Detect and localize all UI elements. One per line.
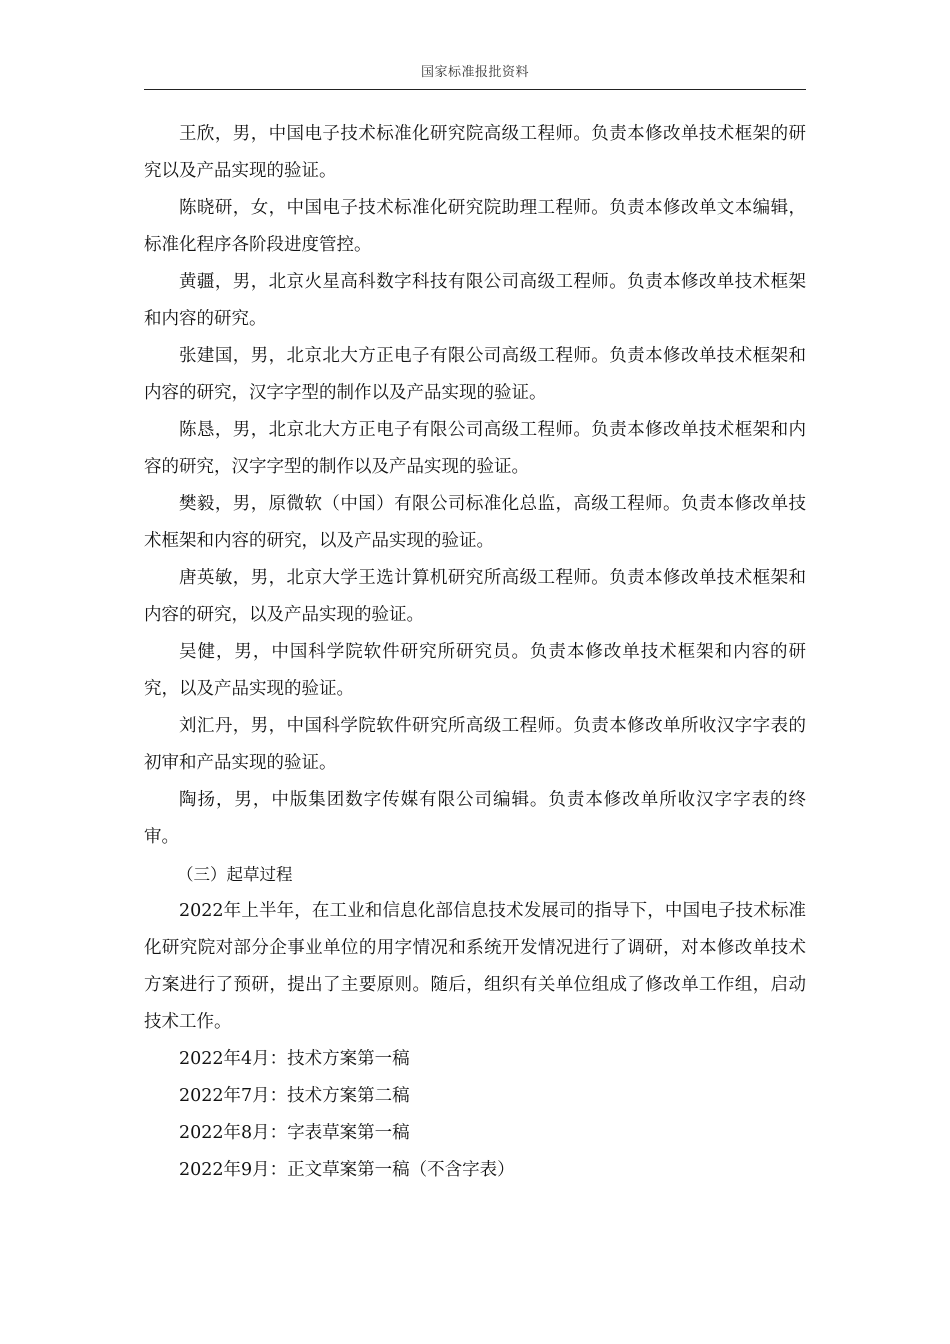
timeline-item: 2022年7月：技术方案第二稿 bbox=[179, 1086, 410, 1106]
timeline-item: 2022年8月：字表草案第一稿 bbox=[179, 1123, 410, 1143]
drafting-intro-paragraph: 2022年上半年，在工业和信息化部信息技术发展司的指导下，中国电子技术标准化研究院对部分企事业单位的用字情况和系统开发情况进行了调研，对本修改单技术方案进行了预研，提出了主要原则。随后，组织有关单位组成了修改单工作组，启动技术工作。 bbox=[144, 901, 806, 1032]
member-paragraph: 陈晓研，女，中国电子技术标准化研究院助理工程师。负责本修改单文本编辑，标准化程序各阶段进度管控。 bbox=[144, 198, 806, 255]
member-paragraph: 刘汇丹，男，中国科学院软件研究所高级工程师。负责本修改单所收汉字字表的初审和产品实现的验证。 bbox=[144, 716, 806, 773]
document-body bbox=[144, 116, 806, 1189]
member-paragraph: 唐英敏，男，北京大学王选计算机研究所高级工程师。负责本修改单技术框架和内容的研究，以及产品实现的验证。 bbox=[144, 568, 806, 625]
timeline-item: 2022年4月：技术方案第一稿 bbox=[179, 1049, 410, 1069]
member-paragraph: 张建国，男，北京北大方正电子有限公司高级工程师。负责本修改单技术框架和内容的研究，汉字字型的制作以及产品实现的验证。 bbox=[144, 346, 806, 403]
member-paragraph: 陶扬，男，中版集团数字传媒有限公司编辑。负责本修改单所收汉字字表的终审。 bbox=[144, 790, 806, 847]
page-header-title: 国家标准报批资料 bbox=[420, 65, 529, 80]
member-paragraph: 陈恳，男，北京北大方正电子有限公司高级工程师。负责本修改单技术框架和内容的研究，汉字字型的制作以及产品实现的验证。 bbox=[144, 420, 806, 477]
member-paragraph: 王欣，男，中国电子技术标准化研究院高级工程师。负责本修改单技术框架的研究以及产品实现的验证。 bbox=[144, 124, 806, 181]
page-header bbox=[144, 62, 806, 90]
section-heading-drafting-process: （三）起草过程 bbox=[177, 865, 293, 884]
timeline-item: 2022年9月：正文草案第一稿（不含字表） bbox=[179, 1160, 515, 1180]
member-paragraph: 黄疆，男，北京火星高科数字科技有限公司高级工程师。负责本修改单技术框架和内容的研究。 bbox=[144, 272, 806, 329]
member-paragraph: 樊毅，男，原微软（中国）有限公司标准化总监，高级工程师。负责本修改单技术框架和内容的研究，以及产品实现的验证。 bbox=[144, 494, 806, 551]
member-paragraph: 吴健，男，中国科学院软件研究所研究员。负责本修改单技术框架和内容的研究，以及产品实现的验证。 bbox=[144, 642, 806, 699]
